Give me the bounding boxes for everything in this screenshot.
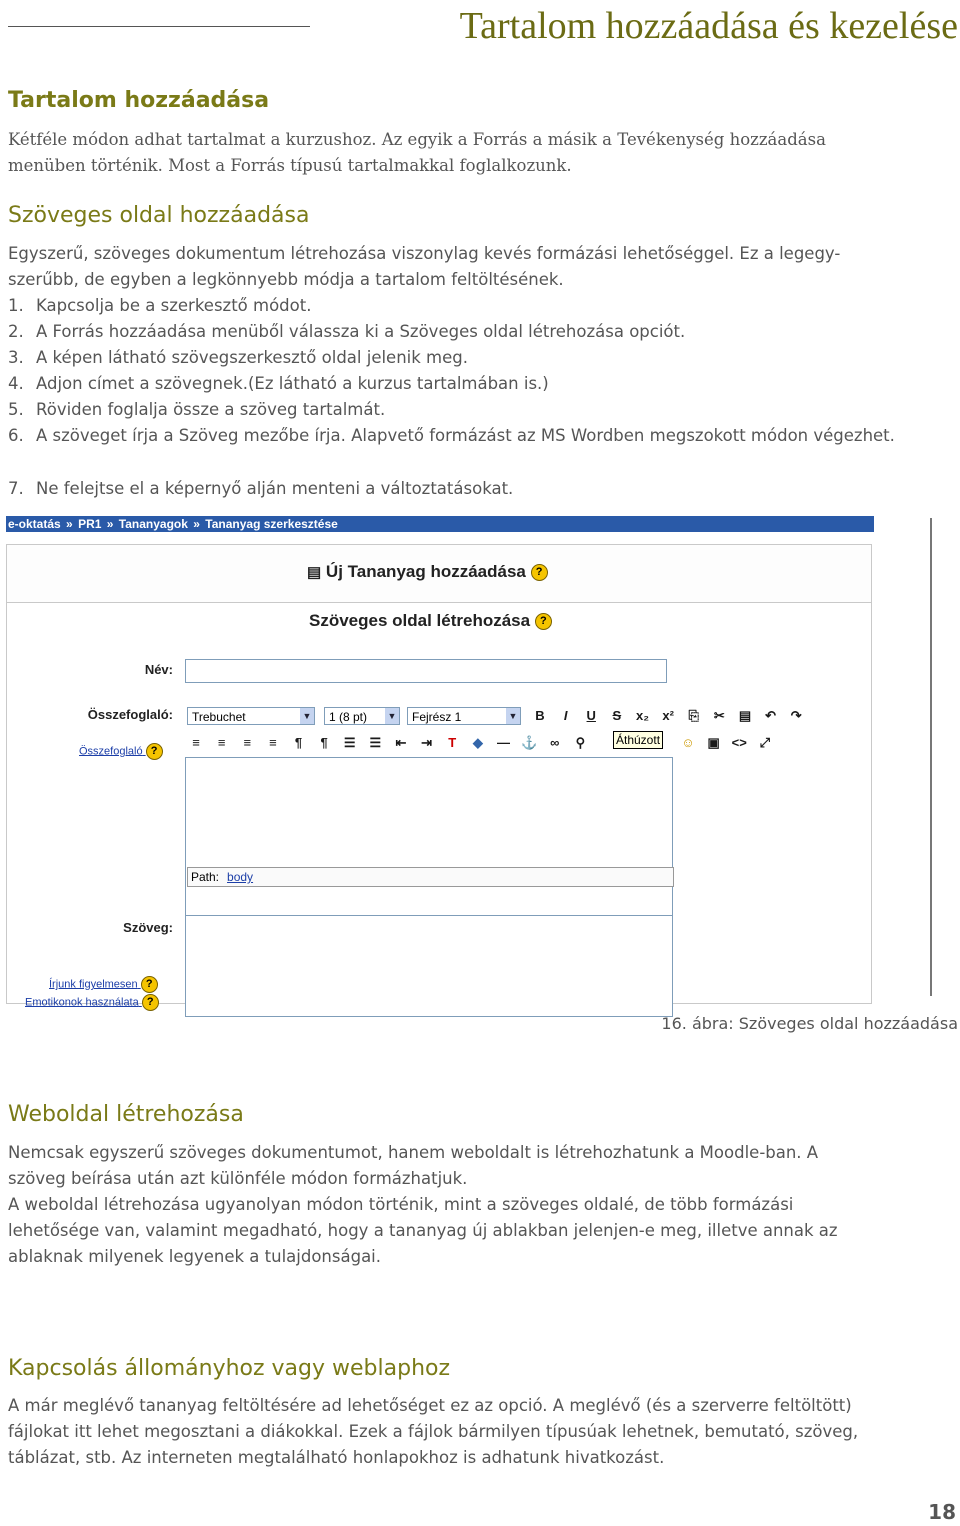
section2-intro-2: szerűbb, de egyben a legkönnyebb módja a tartalom feltöltésének. [8, 270, 564, 289]
cut-icon[interactable]: ✂ [713, 708, 725, 723]
section3-p1-line-1: Nemcsak egyszerű szöveges dokumentumot, hanem weboldalt is létrehozhatunk a Moodle-ban. A [8, 1143, 819, 1162]
header-rule [8, 26, 310, 27]
figure-caption: 16. ábra: Szöveges oldal hozzáadása [661, 1014, 958, 1033]
path-bar [187, 867, 674, 887]
list-item: 2. A Forrás hozzáadása menüből válassza ki a Szöveges oldal létrehozása opciót. [8, 322, 686, 341]
editor-screenshot [6, 516, 872, 1009]
breadcrumb-link-eoktatas[interactable]: e-oktatás [8, 517, 61, 531]
copy-icon[interactable]: ⎘ [688, 708, 699, 723]
align-center-icon[interactable]: ≡ [217, 735, 226, 750]
breadcrumb-separator: » [106, 517, 114, 531]
help-icon[interactable]: ? [535, 613, 552, 630]
section1-line-1: Kétféle módon adhat tartalmat a kurzushoz. Az egyik a Forrás a másik a Tevékenység hozzáadása [8, 130, 826, 149]
help-icon[interactable]: ? [141, 976, 158, 993]
add-material-panel [6, 544, 872, 606]
outdent-icon[interactable]: ⇤ [395, 735, 407, 750]
align-right-icon[interactable]: ≡ [243, 735, 252, 750]
subscript-button[interactable]: x₂ [635, 708, 649, 723]
section3-p2-line-3: ablaknak milyenek legyenek a tulajdonságai. [8, 1247, 382, 1266]
undo-icon[interactable]: ↶ [765, 708, 777, 723]
anchor-icon[interactable]: ⚓ [521, 735, 538, 750]
list-item: 1. Kapcsolja be a szerkesztő módot. [8, 296, 312, 315]
unordered-list-icon[interactable]: ☰ [369, 735, 382, 750]
format-select[interactable]: Fejrész 1 ▼ [407, 707, 521, 725]
unlink-icon[interactable]: ⚲ [575, 735, 586, 750]
breadcrumb-link-tananyagok[interactable]: Tananyagok [118, 517, 188, 531]
path-body-link[interactable]: body [227, 870, 254, 884]
section3-p1-line-2: szöveg beírása után azt különféle módon formázhatjuk. [8, 1169, 468, 1188]
toolbar-row-1 [531, 706, 809, 726]
section-heading-kapcsolas: Kapcsolás állományhoz vagy weblaphoz [8, 1356, 451, 1381]
help-icon[interactable]: ? [146, 743, 163, 760]
list-item: 7. Ne felejtse el a képernyő alján menteni a változtatásokat. [8, 479, 514, 498]
italic-button[interactable]: I [563, 708, 568, 723]
section2-intro-1: Egyszerű, szöveges dokumentum létrehozása viszonylag kevés formázási lehetőséggel. Ez a legegy- [8, 244, 841, 263]
tooltip: Áthúzott [613, 731, 663, 749]
rtl-icon[interactable]: ¶ [320, 735, 328, 750]
toolbar-row-2-end [679, 733, 778, 753]
summary-label: Összefoglaló: [87, 707, 173, 722]
text-color-icon[interactable]: T [448, 735, 457, 750]
document-icon: ▤ [307, 564, 322, 581]
toolbar-row-2 [187, 733, 593, 753]
write-carefully-link[interactable]: Írjunk figyelmesen ? [49, 976, 158, 993]
breadcrumb-separator: » [193, 517, 200, 531]
fullscreen-icon[interactable]: ⤢ [759, 735, 771, 750]
highlight-icon[interactable]: ◆ [472, 735, 483, 750]
bold-button[interactable]: B [535, 708, 545, 723]
page-title: Tartalom hozzáadása és kezelése [459, 5, 958, 47]
breadcrumb-link-pr1[interactable]: PR1 [78, 517, 102, 531]
insert-table-icon[interactable]: ▣ [707, 735, 720, 750]
panel-title-row [309, 611, 552, 631]
ordered-list-icon[interactable]: ☰ [343, 735, 356, 750]
panel-title: Szöveges oldal létrehozása [309, 611, 531, 630]
chevron-down-icon: ▼ [385, 708, 399, 724]
summary-help-link[interactable]: Összefoglaló ? [79, 743, 163, 760]
section-heading-weboldal: Weboldal létrehozása [8, 1102, 244, 1127]
list-item: 3. A képen látható szövegszerkesztő oldal jelenik meg. [8, 348, 468, 367]
section-heading-szoveges: Szöveges oldal hozzáadása [8, 203, 310, 228]
chevron-down-icon: ▼ [300, 708, 314, 724]
section3-p2-line-2: lehetősége van, valamint megadható, hogy a tananyag új ablakban jelenjen-e meg, illetve annak az [8, 1221, 838, 1240]
text-page-panel [6, 602, 872, 1009]
section4-line-2: fájlokat itt lehet megosztani a diákokkal. Ezek a fájlok bármilyen típusúak lehetnek, bemutató, szöveg, [8, 1422, 859, 1441]
underline-button[interactable]: U [586, 708, 596, 723]
path-label: Path: [191, 870, 220, 884]
section-heading-tartalom: Tartalom hozzáadása [8, 88, 270, 113]
superscript-button[interactable]: x² [662, 708, 674, 723]
breadcrumb [6, 516, 874, 532]
emoticons-link[interactable]: Emotikonok használata ? [25, 994, 159, 1011]
font-select[interactable]: Trebuchet ▼ [187, 707, 315, 725]
align-left-icon[interactable]: ≡ [192, 735, 200, 750]
page-number: 18 [928, 1500, 956, 1524]
redo-icon[interactable]: ↷ [790, 708, 802, 723]
panel-title-row [307, 562, 548, 582]
section4-line-3: táblázat, stb. Az interneten megtalálható honlapokhoz is adhatunk hivatkozást. [8, 1448, 665, 1467]
list-item: 5. Röviden foglalja össze a szöveg tartalmát. [8, 400, 386, 419]
chevron-down-icon: ▼ [506, 708, 520, 724]
breadcrumb-separator: » [66, 517, 73, 531]
name-label: Név: [144, 662, 173, 677]
section1-line-2: menüben történik. Most a Forrás típusú tartalmakkal foglalkozunk. [8, 156, 572, 175]
text-editor[interactable] [185, 915, 673, 1017]
indent-icon[interactable]: ⇥ [421, 735, 433, 750]
smiley-icon[interactable]: ☺ [681, 735, 695, 750]
figure-side-rule [930, 518, 932, 996]
list-item: 6. A szöveget írja a Szöveg mezőbe írja. Alapvető formázást az MS Wordben megszokott módon végezhet. [8, 426, 895, 445]
link-icon[interactable]: ∞ [550, 735, 560, 750]
help-icon[interactable]: ? [142, 994, 159, 1011]
size-select[interactable]: 1 (8 pt) ▼ [324, 707, 400, 725]
list-item: 4. Adjon címet a szövegnek.(Ez látható a kurzus tartalmában is.) [8, 374, 549, 393]
ltr-icon[interactable]: ¶ [294, 735, 303, 750]
horizontal-rule-icon[interactable]: — [497, 735, 510, 750]
strikethrough-button[interactable]: S [612, 708, 622, 723]
html-source-icon[interactable]: <> [731, 735, 747, 750]
section4-line-1: A már meglévő tananyag feltöltésére ad lehetőséget ez az opció. A meglévő (és a szerverre feltöltött) [8, 1396, 852, 1415]
paste-icon[interactable]: ▤ [738, 708, 752, 723]
justify-icon[interactable]: ≡ [269, 735, 277, 750]
breadcrumb-current: Tananyag szerkesztése [205, 517, 338, 531]
help-icon[interactable]: ? [531, 564, 548, 581]
panel-title: Új Tananyag hozzáadása [325, 562, 526, 581]
text-label: Szöveg: [123, 920, 173, 935]
section3-p2-line-1: A weboldal létrehozása ugyanolyan módon történik, mint a szöveges oldalé, de több formázási [8, 1195, 794, 1214]
name-input[interactable] [185, 659, 667, 683]
